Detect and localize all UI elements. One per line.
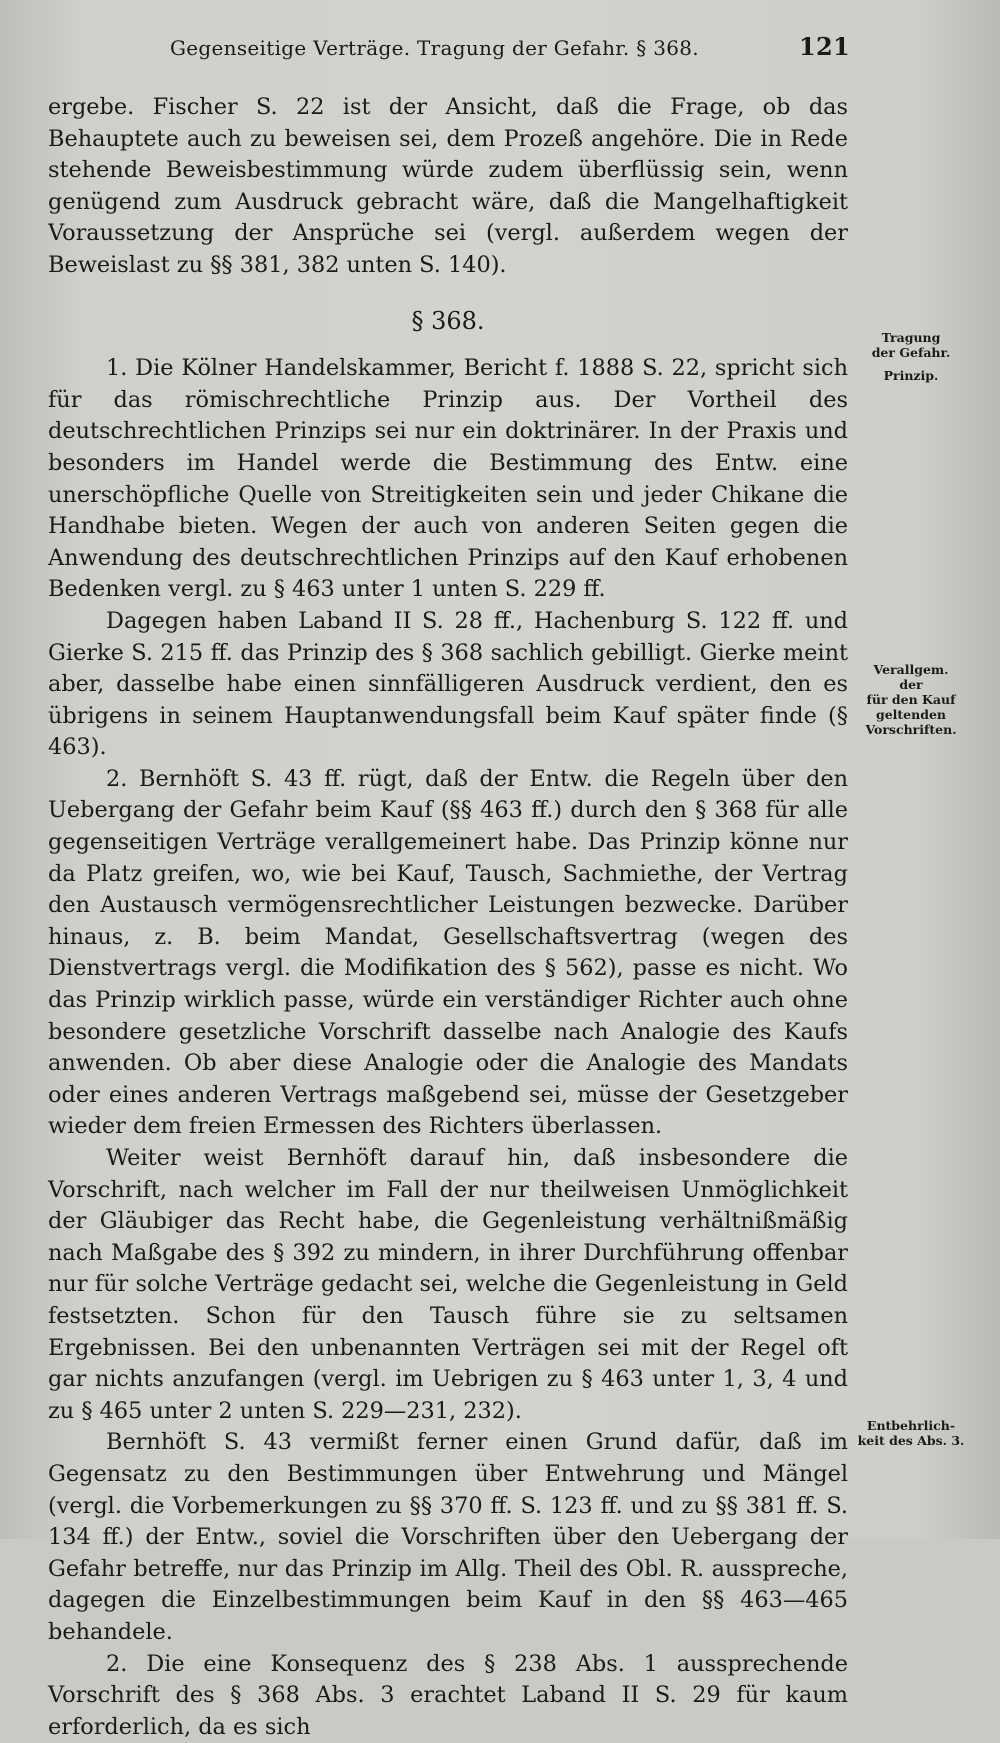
- paragraph: Bernhöft S. 43 vermißt ferner einen Grund dafür, daß im Gegensatz zu den Bestimmungen über Entwehrung und Mängel (vergl. die Vorbemerkungen zu §§ 370 ff. S. 123 ff. und zu §§ 381 ff. S. 134 ff.) der Entw., soviel die Vorschriften über den Uebergang der Gefahr betreffe, nur das Prinzip im Allg. Theil des Obl. R. ausspreche, dagegen die Einzelbestimmungen beim Kauf in den §§ 463—465 behandele.: [48, 1427, 848, 1648]
- marginal-line: für den Kauf: [856, 692, 966, 707]
- marginal-line: Tragung: [856, 330, 966, 345]
- marginal-note: [856, 330, 966, 383]
- body-text: [48, 92, 848, 1743]
- marginal-line: Verallgem.: [856, 662, 966, 677]
- marginal-line: keit des Abs. 3.: [856, 1433, 966, 1448]
- paragraph: Dagegen haben Laband II S. 28 ff., Hachenburg S. 122 ff. und Gierke S. 215 ff. das Prinzip des § 368 sachlich gebilligt. Gierke meint aber, dasselbe habe einen sinnfälligeren Ausdruck verdient, den es übrigens in seinem Hauptanwendungsfall beim Kauf später finde (§ 463).: [48, 606, 848, 764]
- marginal-line: Prinzip.: [856, 368, 966, 383]
- marginal-line: der Gefahr.: [856, 345, 966, 360]
- marginal-note: [856, 662, 966, 737]
- paragraph: 1. Die Kölner Handelskammer, Bericht f. 1888 S. 22, spricht sich für das römischrechtliche Prinzip aus. Der Vortheil des deutschrechtlichen Prinzips sei nur ein doktrinärer. In der Praxis und besonders im Handel werde die Bestimmung des Entw. eine unerschöpfliche Quelle von Streitigkeiten sein und jeder Chikane die Handhabe bieten. Wegen der auch von anderen Seiten gegen die Anwendung des deutschrechtlichen Prinzips auf den Kauf erhobenen Bedenken vergl. zu § 463 unter 1 unten S. 229 ff.: [48, 353, 848, 606]
- paragraph-carryover: ergebe. Fischer S. 22 ist der Ansicht, daß die Frage, ob das Behauptete auch zu beweisen sei, dem Prozeß angehöre. Die in Rede stehende Beweisbestimmung würde zudem überflüssig sein, wenn genügend zum Ausdruck gebracht wäre, daß die Mangelhaftigkeit Voraussetzung der Ansprüche sei (vergl. außerdem wegen der Beweislast zu §§ 381, 382 unten S. 140).: [48, 92, 848, 282]
- marginal-line: geltenden Vorschriften.: [856, 707, 966, 737]
- section-heading: § 368.: [48, 306, 848, 338]
- paragraph: Weiter weist Bernhöft darauf hin, daß insbesondere die Vorschrift, nach welcher im Fall der nur theilweisen Unmöglichkeit der Gläubiger das Recht habe, die Gegenleistung verhältnißmäßig nach Maßgabe des § 392 zu mindern, in ihrer Durchführung offenbar nur für solche Verträge gedacht sei, welche die Gegenleistung in Geld festsetzten. Schon für den Tausch führe sie zu seltsamen Ergebnissen. Bei den unbenannten Verträgen sei mit der Regel oft gar nichts anzufangen (vergl. im Uebrigen zu § 463 unter 1, 3, 4 und zu § 465 unter 2 unten S. 229—231, 232).: [48, 1143, 848, 1427]
- paragraph: 2. Die eine Konsequenz des § 238 Abs. 1 aussprechende Vorschrift des § 368 Abs. 3 erachtet Laband II S. 29 für kaum erforderlich, da es sich: [48, 1649, 848, 1743]
- marginal-line: Entbehrlich-: [856, 1418, 966, 1433]
- page-number: 121: [799, 32, 850, 61]
- marginal-line: der: [856, 677, 966, 692]
- running-title: Gegenseitige Verträge. Tragung der Gefahr. § 368.: [170, 36, 699, 60]
- marginal-note: [856, 1418, 966, 1448]
- paragraph: 2. Bernhöft S. 43 ff. rügt, daß der Entw. die Regeln über den Uebergang der Gefahr beim Kauf (§§ 463 ff.) durch den § 368 für alle gegenseitigen Verträge verallgemeinert habe. Das Prinzip könne nur da Platz greifen, wo, wie bei Kauf, Tausch, Sachmiethe, der Vertrag den Austausch vermögensrechtlicher Leistungen bezwecke. Darüber hinaus, z. B. beim Mandat, Gesellschaftsvertrag (wegen des Dienstvertrags vergl. die Modifikation des § 562), passe es nicht. Wo das Prinzip wirklich passe, würde ein verständiger Richter auch ohne besondere gesetzliche Vorschrift dasselbe nach Analogie des Kaufs anwenden. Ob aber diese Analogie oder die Analogie des Mandats oder eines anderen Vertrags maßgebend sei, müsse der Gesetzgeber wieder dem freien Ermessen des Richters überlassen.: [48, 764, 848, 1143]
